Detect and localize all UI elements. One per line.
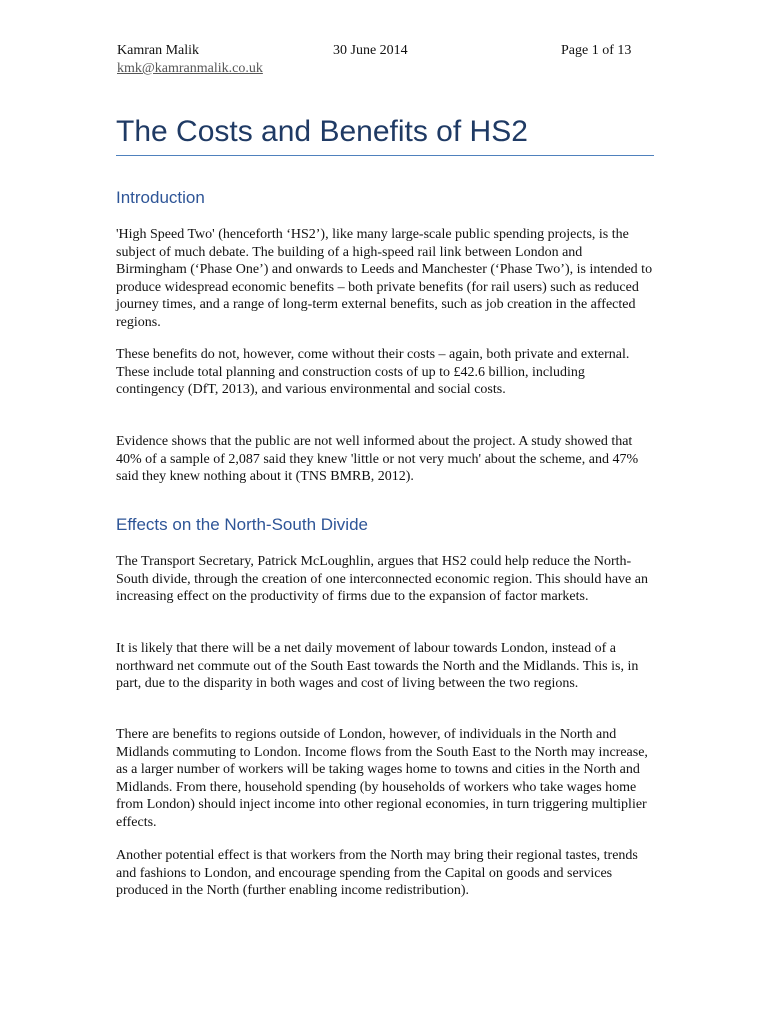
header-email-link[interactable]: kmk@kamranmalik.co.uk	[117, 61, 263, 76]
document-title: The Costs and Benefits of HS2	[116, 115, 528, 148]
header-date: 30 June 2014	[333, 43, 408, 58]
effects-paragraph-4: Another potential effect is that workers from the North may bring their regional tastes, trends and fashions to London, and encourage spending from the Capital on goods and services produced in the North (further enabling income redistribution).	[116, 848, 638, 898]
header-page-number: Page 1 of 13	[561, 43, 632, 58]
section-heading-introduction: Introduction	[116, 188, 205, 207]
effects-paragraph-3: There are benefits to regions outside of London, however, of individuals in the North and Midlands commuting to London. Income flows from the South East to the North may increase, as a larger number of workers will be taking wages home to towns and cities in the North and Midlands. From there, household spending (by households of workers who take wages home from London) should inject income into other regional economies, in turn triggering multiplier effects.	[116, 727, 648, 830]
effects-paragraph-1: The Transport Secretary, Patrick McLoughlin, argues that HS2 could help reduce the North-South divide, through the creation of one interconnected economic region. This should have an increasing effect on the productivity of firms due to the expansion of factor markets.	[116, 554, 648, 604]
effects-paragraph-2: It is likely that there will be a net daily movement of labour towards London, instead of a northward net commute out of the South East towards the North and the Midlands. This is, in part, due to the disparity in both wages and cost of living between the two regions.	[116, 641, 639, 691]
section-heading-north-south-divide: Effects on the North-South Divide	[116, 515, 368, 534]
title-underline-rule	[116, 155, 654, 156]
intro-paragraph-3: Evidence shows that the public are not well informed about the project. A study showed that 40% of a sample of 2,087 said they knew 'little or not very much' about the scheme, and 47% said they knew nothing about it (TNS BMRB, 2012).	[116, 434, 639, 484]
intro-paragraph-2: These benefits do not, however, come without their costs – again, both private and external. These include total planning and construction costs of up to £42.6 billion, including contingency (DfT, 2013), and various environmental and social costs.	[116, 347, 630, 397]
intro-paragraph-1: 'High Speed Two' (henceforth ‘HS2’), like many large-scale public spending projects, is the subject of much debate. The building of a high-speed rail link between London and Birmingham (‘Phase One’) and onwards to Leeds and Manchester (‘Phase Two’), is intended to produce widespread economic benefits – both private benefits (for rail users) such as reduced journey times, and a range of long-term external benefits, such as job creation in the affected regions.	[116, 227, 653, 330]
header-author: Kamran Malik	[117, 43, 200, 58]
